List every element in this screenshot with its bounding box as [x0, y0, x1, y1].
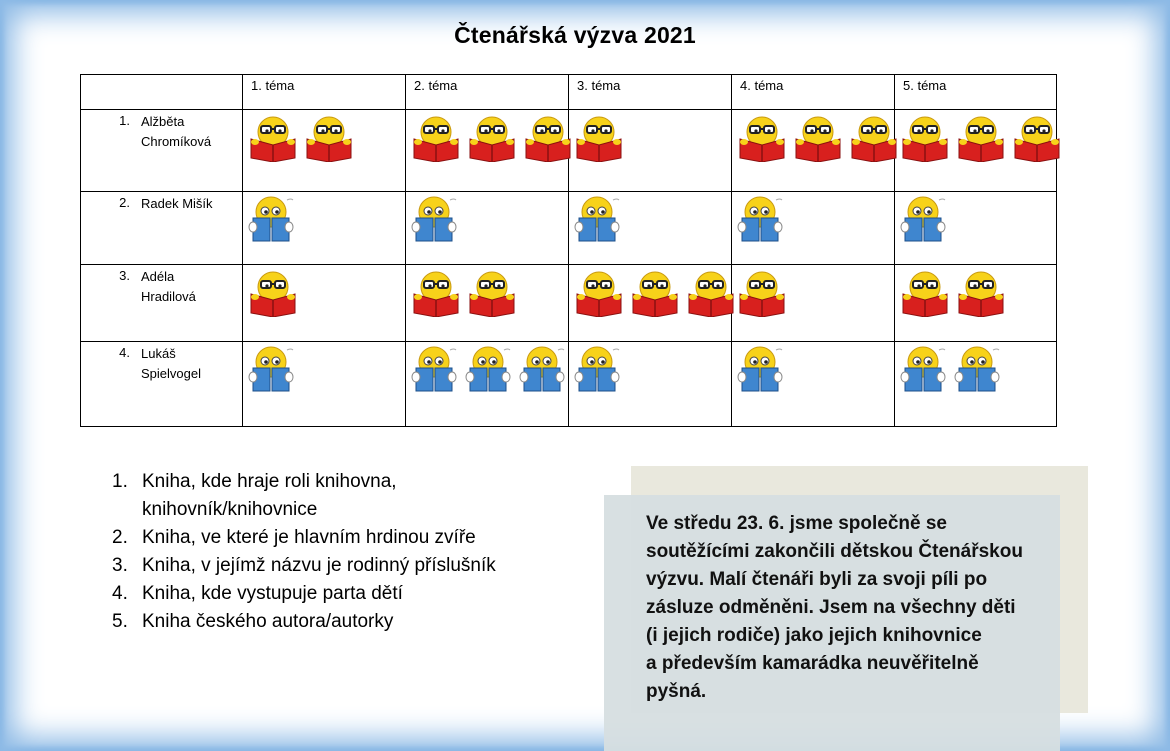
- header-row: [81, 75, 1057, 110]
- participant-number: 3.: [119, 268, 130, 283]
- reward-cell: [406, 192, 569, 265]
- reward-cell: [569, 192, 732, 265]
- corner-cell: [81, 75, 243, 110]
- note-line: soutěžícími zakončili dětskou Čtenářskou: [646, 541, 1023, 562]
- topic-number: 1.: [112, 471, 128, 492]
- smiley-glasses-reading-red-book-icon: [736, 267, 788, 320]
- smiley-glasses-reading-red-book-icon: [1011, 112, 1063, 165]
- table-row: [81, 342, 1057, 427]
- participant-surname: Hradilová: [141, 289, 196, 304]
- smiley-glasses-reading-red-book-icon: [247, 267, 299, 320]
- list-item: [112, 608, 562, 636]
- participant-number: 2.: [119, 195, 130, 210]
- reward-cell: [243, 265, 406, 342]
- reward-cell: [732, 342, 895, 427]
- participant-number: 4.: [119, 345, 130, 360]
- participant-name: Radek Mišík: [141, 196, 213, 211]
- note-line: výzvu. Malí čtenáři byli za svoji píli po: [646, 569, 988, 590]
- smiley-glasses-reading-red-book-icon: [736, 112, 788, 165]
- list-item: [112, 580, 562, 608]
- reward-cell: [569, 110, 732, 192]
- smiley-reading-blue-book-icon: [464, 344, 514, 397]
- page-title: Čtenářská výzva 2021: [454, 22, 696, 48]
- reward-cell: [895, 342, 1057, 427]
- participant-number: 1.: [119, 113, 130, 128]
- participant-cell: [81, 265, 243, 342]
- topic-header-1: 1. téma: [243, 75, 406, 110]
- smiley-glasses-reading-red-book-icon: [522, 112, 574, 165]
- participant-name: Alžběta: [141, 114, 185, 129]
- reward-cell: [406, 110, 569, 192]
- topic-header-3: 3. téma: [569, 75, 732, 110]
- note-line: Ve středu 23. 6. jsme společně se: [646, 513, 947, 534]
- reward-cell: [569, 265, 732, 342]
- smiley-glasses-reading-red-book-icon: [899, 112, 951, 165]
- smiley-glasses-reading-red-book-icon: [955, 112, 1007, 165]
- reward-cell: [895, 192, 1057, 265]
- smiley-reading-blue-book-icon: [573, 194, 623, 247]
- note-line: (i jejich rodiče) jako jejich knihovnice: [646, 625, 982, 646]
- topic-text: Kniha, kde hraje roli knihovna, knihovník/knihovnice: [142, 471, 397, 520]
- smiley-glasses-reading-red-book-icon: [792, 112, 844, 165]
- smiley-glasses-reading-red-book-icon: [466, 267, 518, 320]
- topic-number: 2.: [112, 527, 128, 548]
- participant-cell: [81, 192, 243, 265]
- smiley-glasses-reading-red-book-icon: [955, 267, 1007, 320]
- table-row: [81, 110, 1057, 192]
- list-item: [112, 468, 562, 524]
- participant-surname: Chromíková: [141, 134, 212, 149]
- smiley-reading-blue-book-icon: [410, 344, 460, 397]
- smiley-glasses-reading-red-book-icon: [848, 112, 900, 165]
- smiley-reading-blue-book-icon: [899, 194, 949, 247]
- topic-header-2: 2. téma: [406, 75, 569, 110]
- smiley-reading-blue-book-icon: [573, 344, 623, 397]
- smiley-glasses-reading-red-book-icon: [573, 267, 625, 320]
- topic-number: 4.: [112, 583, 128, 604]
- topic-number: 3.: [112, 555, 128, 576]
- list-item: [112, 524, 562, 552]
- smiley-glasses-reading-red-book-icon: [466, 112, 518, 165]
- topic-text: Kniha, v jejímž názvu je rodinný příslušník: [142, 555, 496, 576]
- topic-text: Kniha českého autora/autorky: [142, 611, 394, 632]
- reward-cell: [406, 265, 569, 342]
- smiley-glasses-reading-red-book-icon: [899, 267, 951, 320]
- table-row: [81, 265, 1057, 342]
- reward-cell: [243, 342, 406, 427]
- smiley-glasses-reading-red-book-icon: [573, 112, 625, 165]
- topic-list: [112, 468, 562, 636]
- topic-text: Kniha, kde vystupuje parta dětí: [142, 583, 403, 604]
- participant-surname: Spielvogel: [141, 366, 201, 381]
- participant-name: Adéla: [141, 269, 175, 284]
- reward-cell: [732, 192, 895, 265]
- smiley-reading-blue-book-icon: [518, 344, 568, 397]
- participant-cell: [81, 110, 243, 192]
- reward-cell: [569, 342, 732, 427]
- smiley-reading-blue-book-icon: [736, 194, 786, 247]
- smiley-glasses-reading-red-book-icon: [247, 112, 299, 165]
- reward-cell: [243, 110, 406, 192]
- reward-cell: [732, 265, 895, 342]
- smiley-reading-blue-book-icon: [953, 344, 1003, 397]
- note-line: a především kamarádka neuvěřitelně: [646, 653, 979, 674]
- smiley-reading-blue-book-icon: [247, 194, 297, 247]
- topic-header-5: 5. téma: [895, 75, 1057, 110]
- smiley-glasses-reading-red-book-icon: [303, 112, 355, 165]
- reward-cell: [406, 342, 569, 427]
- participant-name: Lukáš: [141, 346, 176, 361]
- note-line: zásluze odměněni. Jsem na všechny děti: [646, 597, 1016, 618]
- participant-cell: [81, 342, 243, 427]
- table-row: [81, 192, 1057, 265]
- note-box: [604, 495, 1060, 751]
- reward-cell: [895, 265, 1057, 342]
- smiley-glasses-reading-red-book-icon: [685, 267, 737, 320]
- smiley-glasses-reading-red-book-icon: [629, 267, 681, 320]
- reward-cell: [732, 110, 895, 192]
- smiley-reading-blue-book-icon: [410, 194, 460, 247]
- list-item: [112, 552, 562, 580]
- smiley-reading-blue-book-icon: [247, 344, 297, 397]
- topic-number: 5.: [112, 611, 128, 632]
- topic-header-4: 4. téma: [732, 75, 895, 110]
- reading-challenge-table: [80, 74, 1057, 427]
- smiley-reading-blue-book-icon: [736, 344, 786, 397]
- smiley-glasses-reading-red-book-icon: [410, 112, 462, 165]
- smiley-reading-blue-book-icon: [899, 344, 949, 397]
- reward-cell: [895, 110, 1057, 192]
- note-line: pyšná.: [646, 681, 707, 702]
- reward-cell: [243, 192, 406, 265]
- smiley-glasses-reading-red-book-icon: [410, 267, 462, 320]
- topic-text: Kniha, ve které je hlavním hrdinou zvíře: [142, 527, 476, 548]
